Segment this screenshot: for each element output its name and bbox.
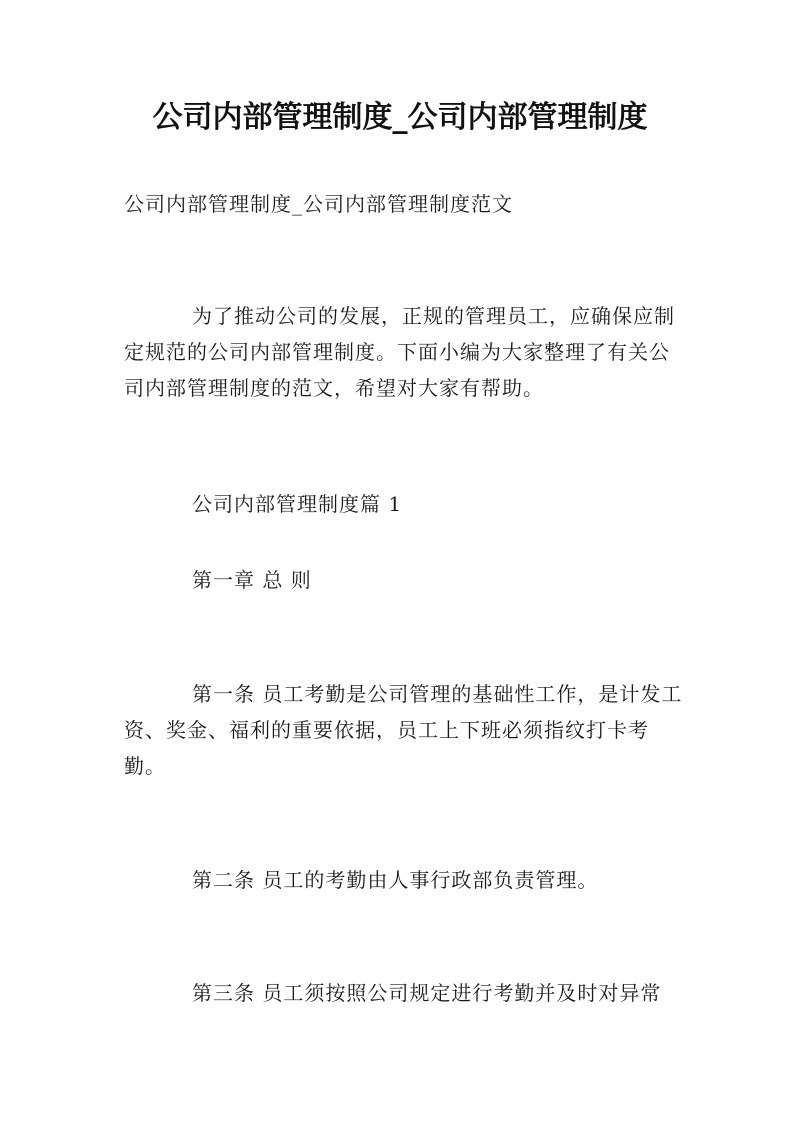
article-paragraph: 第一条 员工考勤是公司管理的基础性工作，是计发工资、奖金、福利的重要依据，员工上下班必须指纹打卡考勤。	[124, 682, 683, 778]
document-title: 公司内部管理制度_公司内部管理制度	[152, 100, 648, 135]
article-paragraph: 第三条 员工须按照公司规定进行考勤并及时对异常	[192, 981, 662, 1005]
article-paragraph: 第二条 员工的考勤由人事行政部负责管理。	[192, 868, 599, 892]
part-heading: 公司内部管理制度篇 1	[192, 492, 403, 516]
document-subtitle: 公司内部管理制度_公司内部管理制度范文	[124, 192, 513, 216]
intro-paragraph: 为了推动公司的发展，正规的管理员工，应确保应制定规范的公司内部管理制度。下面小编为大家整理了有关公司内部管理制度的范文，希望对大家有帮助。	[124, 304, 675, 400]
chapter-heading: 第一章 总 则	[192, 568, 312, 592]
